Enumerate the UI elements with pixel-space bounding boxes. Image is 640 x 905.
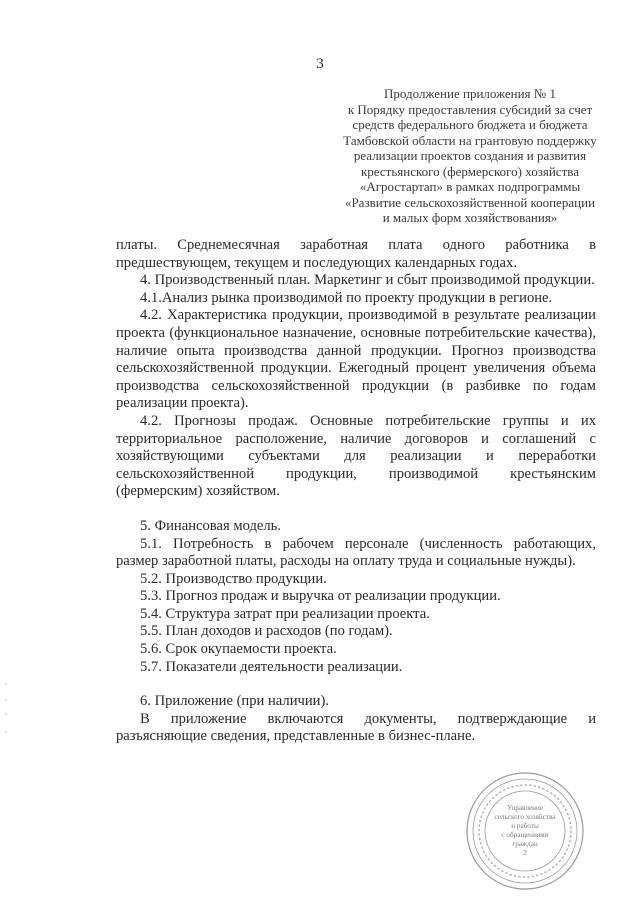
section-heading: 6. Приложение (при наличии). (140, 693, 329, 710)
list-item: 5.4. Структура затрат при реализации проекта. (140, 605, 430, 622)
header-line: «Агростартап» в рамках подпрограммы (359, 179, 581, 194)
list-item: 4.2. Характеристика продукции, производимой в результате реализации проекта (функциональное назначение, основные потребительские качества), наличие опыта производства данной продукции. Прогноз производства сельскохозяйственной продукции. Ежегодный процент увеличения объема производства сельскохозяйственной продукции (в разбивке по годам реализации проекта). (116, 307, 596, 412)
stamp-text: и работы (511, 822, 539, 830)
list-item: 5.7. Показатели деятельности реализации. (140, 658, 403, 675)
header-line: к Порядку предоставления субсидий за счет (347, 101, 593, 117)
stamp-text: Управление (506, 804, 544, 812)
page-number: 3 (316, 56, 324, 72)
seal-stamp (460, 770, 590, 892)
header-line: и малых форм хозяйствования» (382, 210, 558, 225)
section-heading: 4. Производственный план. Маркетинг и сбыт производимой продукции. (140, 272, 595, 289)
section-heading: 5. Финансовая модель. (140, 517, 281, 534)
list-item: 5.1. Потребность в рабочем персонале (численность работающих, размер заработной платы, расходы на оплату труда и социальные нужды). (116, 535, 596, 570)
header-line: средств федерального бюджета и бюджета (352, 117, 588, 132)
paragraph: платы. Среднемесячная заработная плата одного работника в предшествующем, текущем и последующих календарных годах. (116, 237, 596, 271)
list-item: 5.3. Прогноз продаж и выручка от реализации продукции. (140, 588, 501, 605)
list-item: 4.2. Прогнозы продаж. Основные потребительские группы и их территориальное расположение, наличие договоров и соглашений с хозяйствующими субъектами для реализации и переработки сельскохозяйственной продукции, производимой крестьянским (фермерским) хозяйством. (116, 412, 596, 500)
list-item: 5.2. Производство продукции. (140, 570, 327, 587)
paragraph: В приложение включаются документы, подтверждающие и разъясняющие сведения, представленные в бизнес-плане. (116, 710, 596, 745)
header-line: реализации проектов создания и развития (353, 148, 587, 163)
stamp-text: с обращениями (501, 831, 549, 839)
header-line: Продолжение приложения № 1 (384, 86, 556, 101)
header-line: крестьянского (фермерского) хозяйства (360, 163, 579, 179)
list-item: 4.1.Анализ рынка производимой по проекту продукции в регионе. (140, 289, 553, 306)
header-line: «Развитие сельскохозяйственной кооперации (344, 194, 596, 210)
appendix-header (325, 86, 615, 226)
list-item: 5.6. Срок окупаемости проекта. (140, 641, 337, 658)
stamp-text: 2 (523, 849, 527, 857)
stamp-text: сельского хозяйства (494, 813, 556, 821)
stamp-text: граждан (512, 840, 538, 848)
list-item: 5.5. План доходов и расходов (по годам). (140, 623, 393, 640)
header-line: Тамбовской области на грантовую поддержку (343, 132, 597, 148)
margin-marks (4, 680, 8, 740)
document-body (116, 237, 596, 746)
